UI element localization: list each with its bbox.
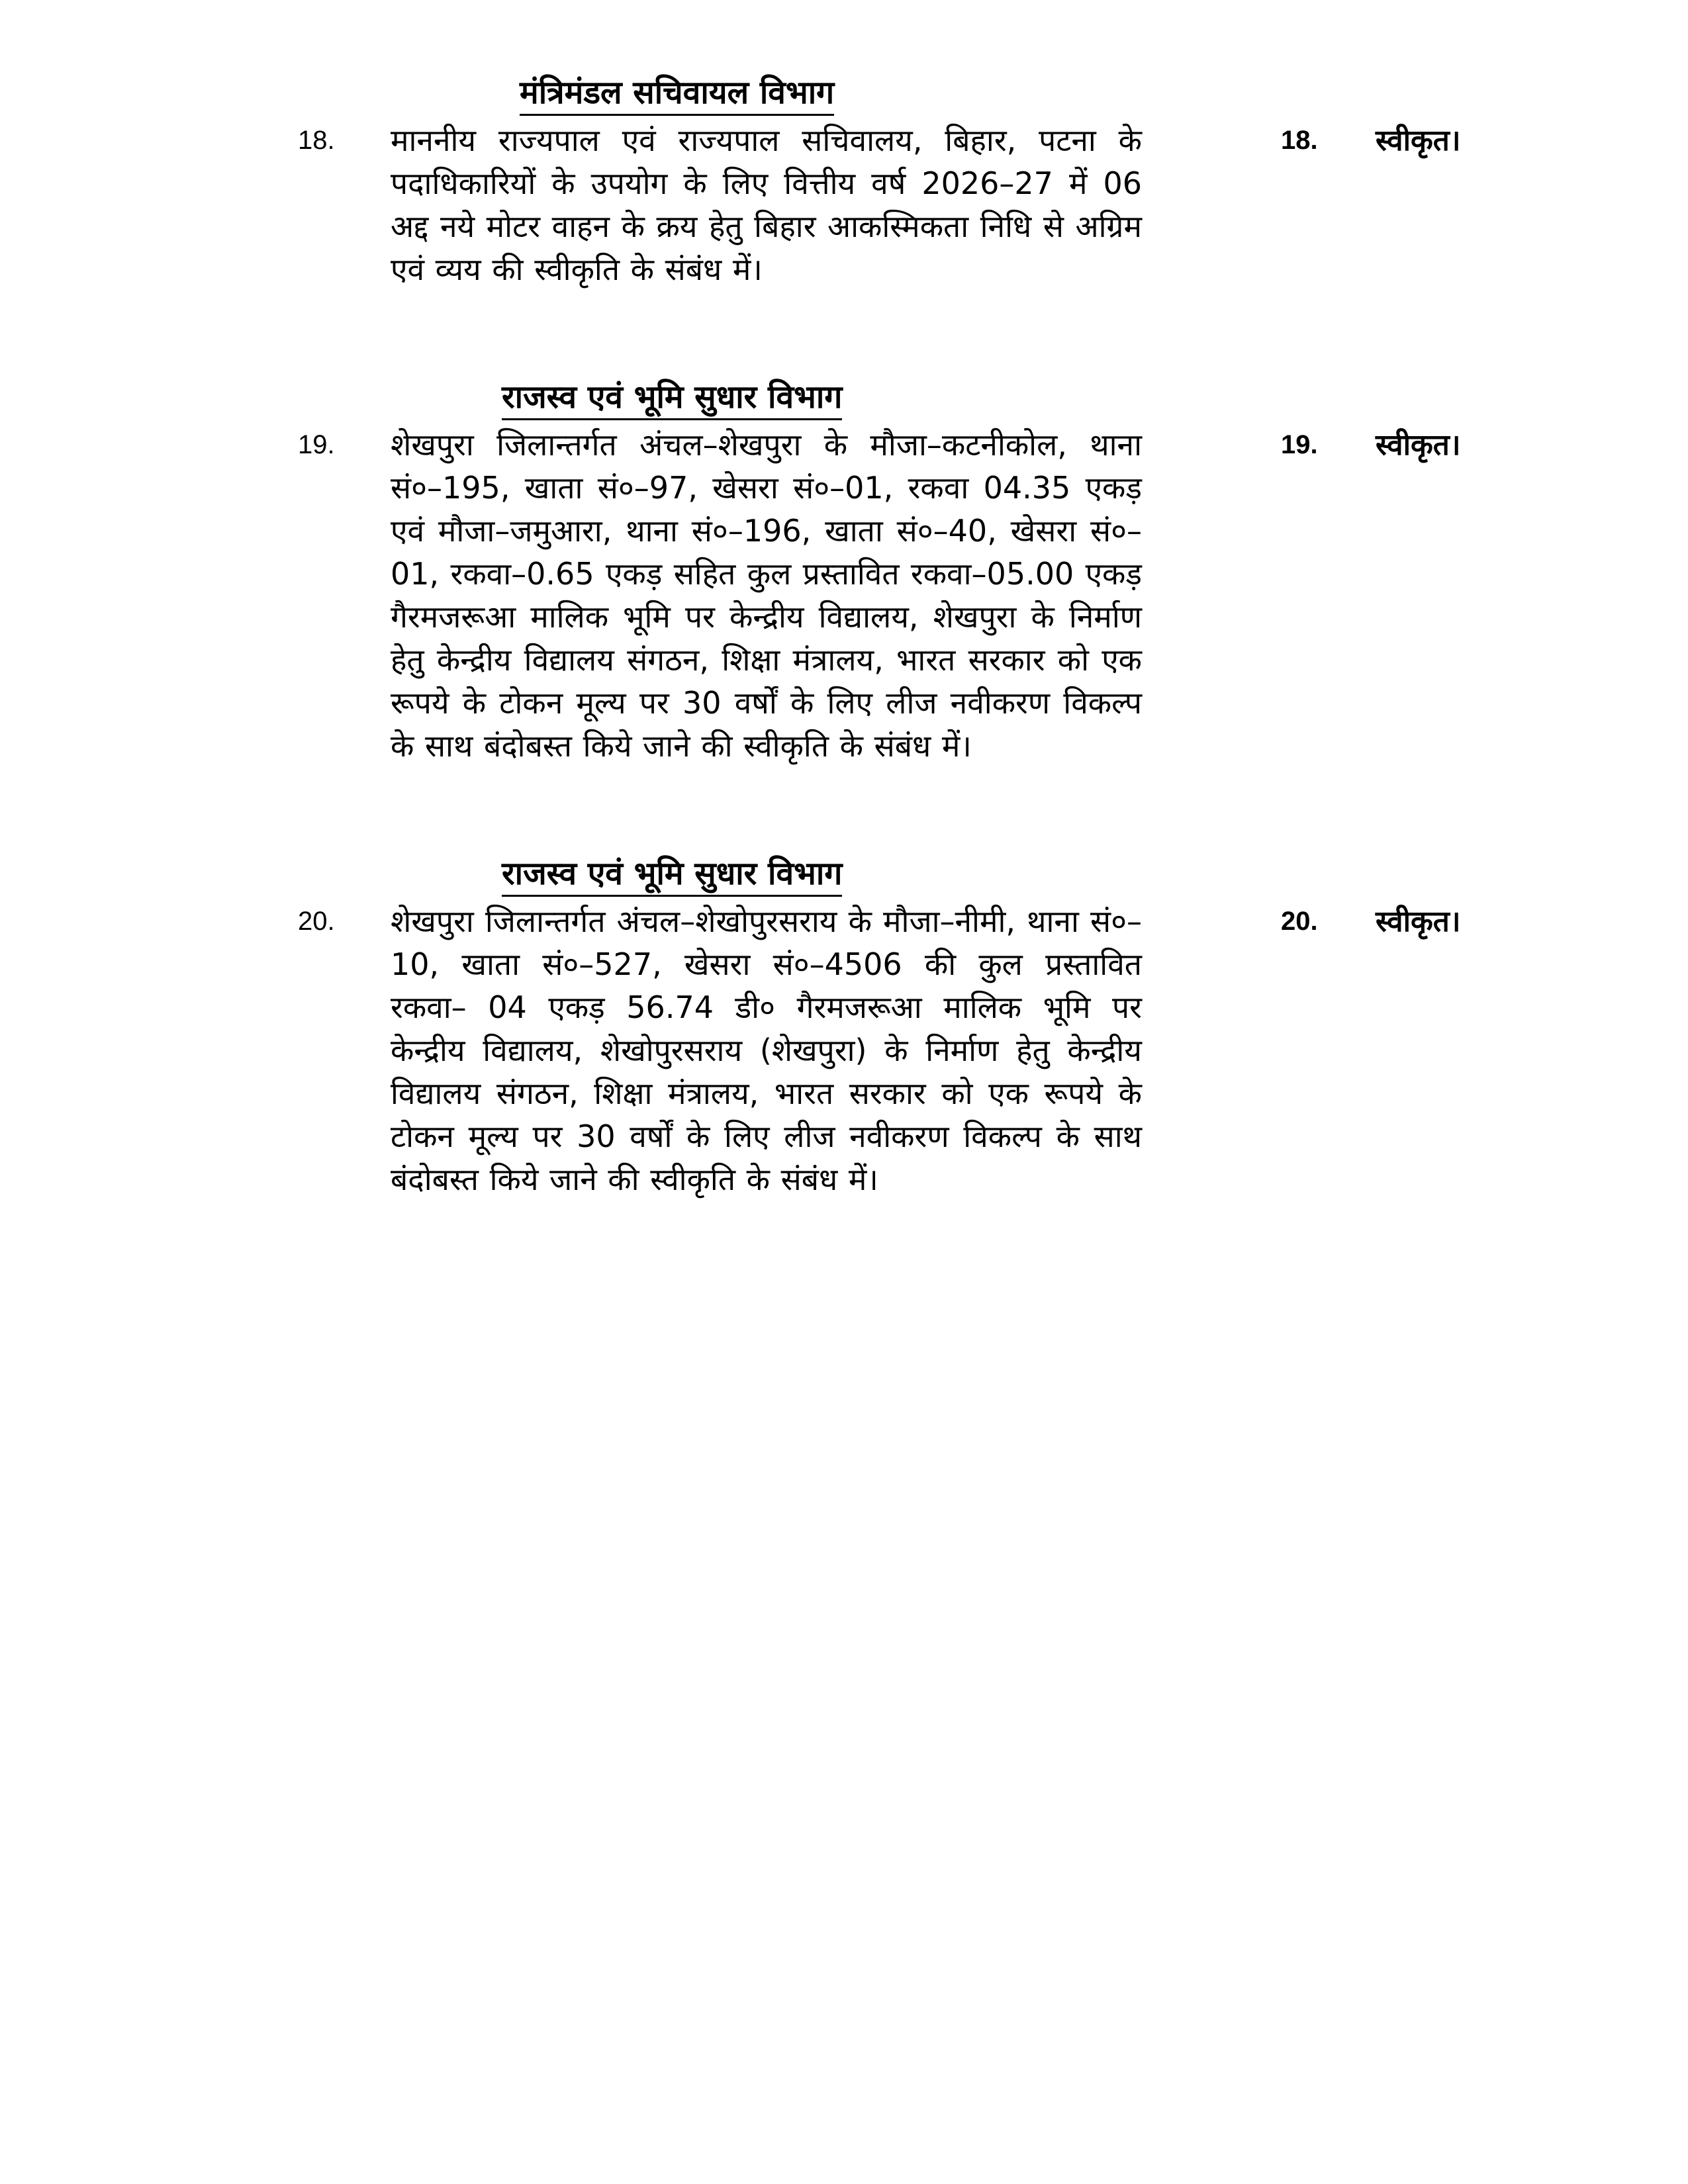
- item-number: 20.: [298, 907, 335, 936]
- item-number: 18.: [298, 126, 335, 155]
- department-heading: मंत्रिमंडल सचिवायल विभाग: [520, 73, 834, 116]
- item-number: 19.: [298, 430, 335, 459]
- decision-number: 20.: [1281, 907, 1318, 936]
- item-description: माननीय राज्यपाल एवं राज्यपाल सचिवालय, बिहार, पटना के पदाधिकारियों के उपयोग के लिए वित्तीय वर्ष 2026–27 में 06 अद्द नये मोटर वाहन के क्रय हेतु बिहार आकस्मिकता निधि से अग्रिम एवं व्यय की स्वीकृति के संबंध में।: [391, 122, 1142, 287]
- decision-status: स्वीकृत।: [1376, 428, 1461, 462]
- item-description: शेखपुरा जिलान्तर्गत अंचल–शेखोपुरसराय के मौजा–नीमी, थाना सं०–10, खाता सं०–527, खेसरा सं०–4506 की कुल प्रस्तावित रकवा– 04 एकड़ 56.74 डी० गैरमजरूआ मालिक भूमि पर केन्द्रीय विद्यालय, शेखोपुरसराय (शेखपुरा) के निर्माण हेतु केन्द्रीय विद्यालय संगठन, शिक्षा मंत्रालय, भारत सरकार को एक रूपये के टोकन मूल्य पर 30 वर्षों के लिए लीज नवीकरण विकल्प के साथ बंदोबस्त किये जाने की स्वीकृति के संबंध में।: [391, 903, 1142, 1197]
- item-description: शेखपुरा जिलान्तर्गत अंचल–शेखपुरा के मौजा–कटनीकोल, थाना सं०–195, खाता सं०–97, खेसरा सं०–01, रकवा 04.35 एकड़ एवं मौजा–जमुआरा, थाना सं०–196, खाता सं०–40, खेसरा सं०–01, रकवा–0.65 एकड़ सहित कुल प्रस्तावित रकवा–05.00 एकड़ गैरमजरूआ मालिक भूमि पर केन्द्रीय विद्यालय, शेखपुरा के निर्माण हेतु केन्द्रीय विद्यालय संगठन, शिक्षा मंत्रालय, भारत सरकार को एक रूपये के टोकन मूल्य पर 30 वर्षों के लिए लीज नवीकरण विकल्प के साथ बंदोबस्त किये जाने की स्वीकृति के संबंध में।: [391, 427, 1142, 764]
- department-heading: राजस्व एवं भूमि सुधार विभाग: [502, 377, 842, 420]
- department-heading: राजस्व एवं भूमि सुधार विभाग: [502, 854, 842, 897]
- decision-number: 19.: [1281, 430, 1318, 459]
- decision-status: स्वीकृत।: [1376, 905, 1461, 938]
- decision-number: 18.: [1281, 126, 1318, 155]
- decision-status: स्वीकृत।: [1376, 124, 1461, 158]
